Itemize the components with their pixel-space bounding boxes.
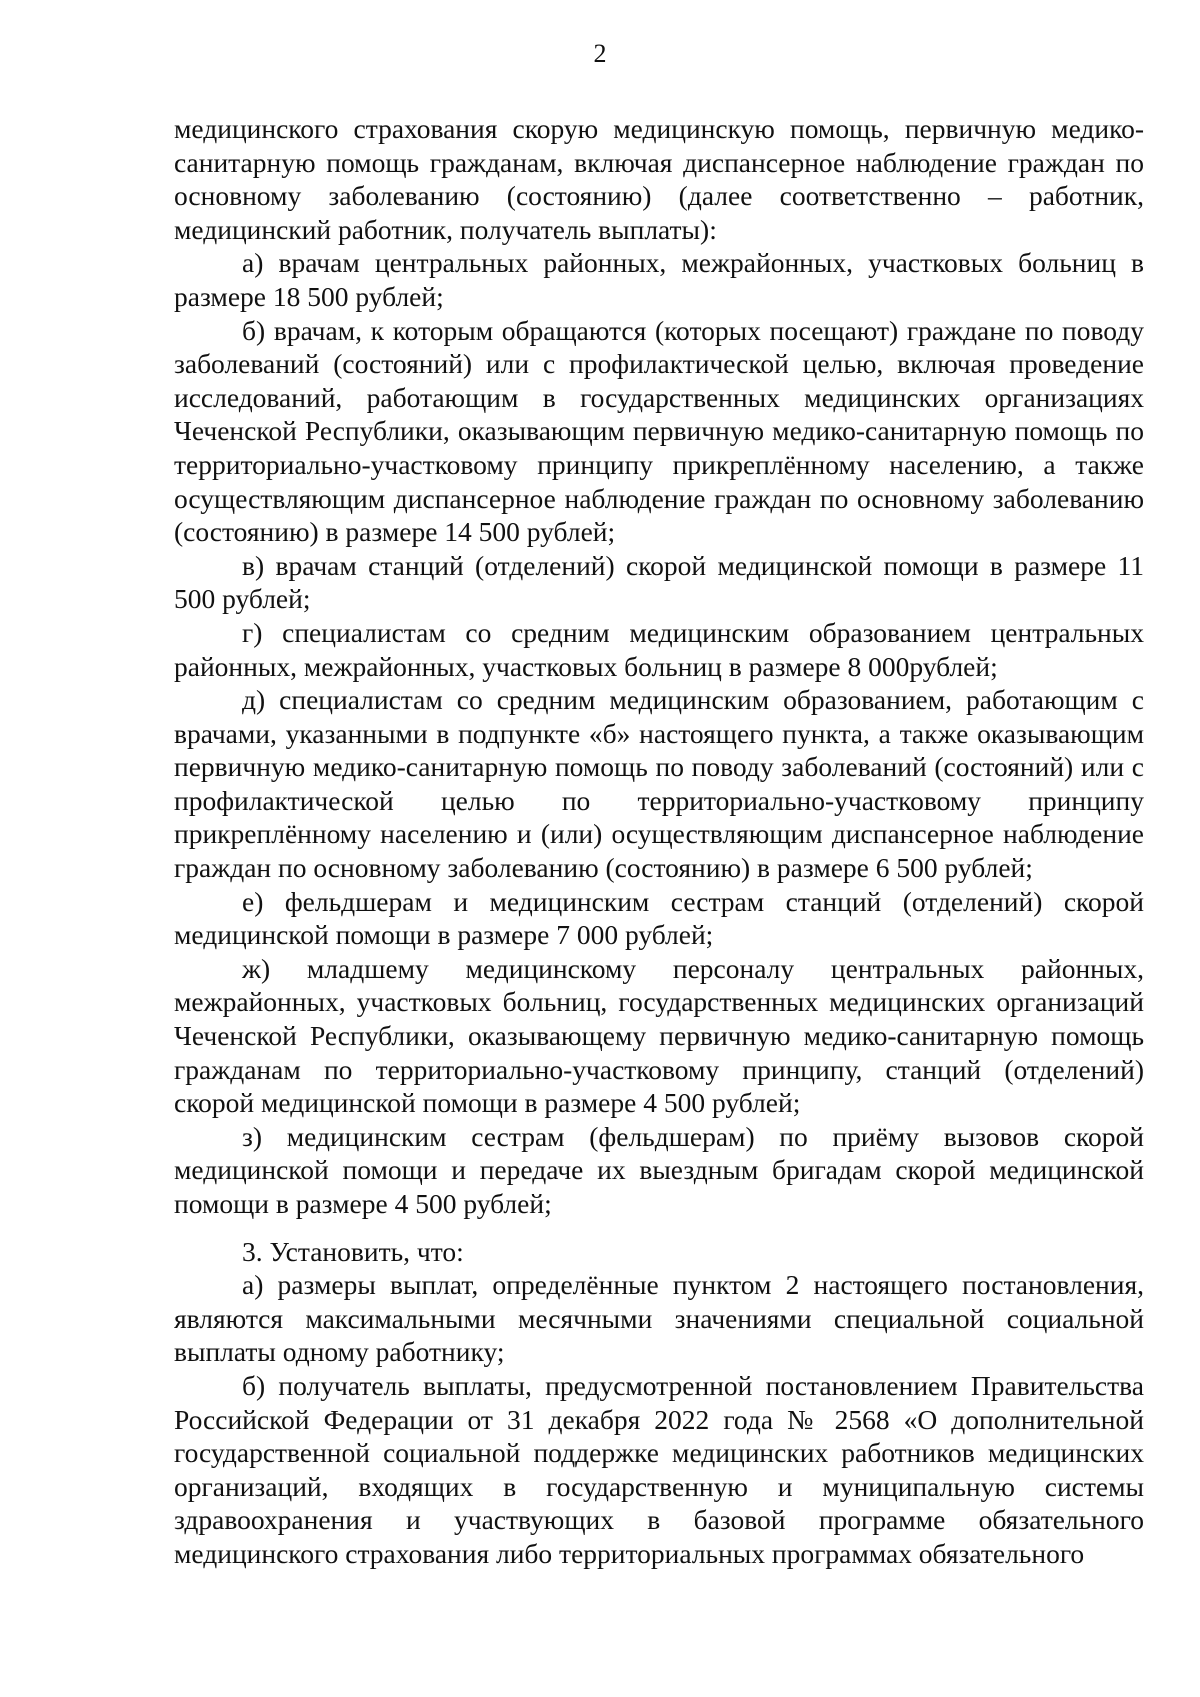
- paragraph-item-a: а) врачам центральных районных, межрайонных, участковых больниц в размере 18 500 рублей;: [174, 247, 1144, 312]
- paragraph-intro-continuation: медицинского страхования скорую медицинскую помощь, первичную медико-санитарную помощь гражданам, включая диспансерное наблюдение граждан по основному заболеванию (состоянию) (далее соответственно – работник, медицинский работник, получатель выплаты):: [174, 113, 1144, 245]
- paragraph-section-3-heading: 3. Установить, что:: [242, 1235, 464, 1267]
- paragraph-item-b: б) врачам, к которым обращаются (которых посещают) граждане по поводу заболеваний (состояний) или с профилактической целью, включая проведение исследований, работающим в государственных медицинских организациях Чеченской Республики, оказывающим первичную медико-санитарную помощь по территориально-участковому принципу прикреплённому населению, а также осуществляющим диспансерное наблюдение граждан по основному заболеванию (состоянию) в размере 14 500 рублей;: [174, 314, 1144, 548]
- page-number: 2: [593, 39, 607, 68]
- paragraph-item-v: в) врачам станций (отделений) скорой медицинской помощи в размере 11 500 рублей;: [174, 549, 1144, 615]
- paragraph-item-zh: ж) младшему медицинскому персоналу центральных районных, межрайонных, участковых больниц, государственных медицинских организаций Чеченской Республики, оказывающему первичную медико-санитарную помощь гражданам по территориально-участковому принципу, станций (отделений) скорой медицинской помощи в размере 4 500 рублей;: [174, 952, 1144, 1119]
- paragraph-item-z: з) медицинским сестрам (фельдшерам) по приёму вызовов скорой медицинской помощи и передаче их выездным бригадам скорой медицинской помощи в размере 4 500 рублей;: [174, 1120, 1144, 1219]
- paragraph-item-g: г) специалистам со средним медицинским образованием центральных районных, межрайонных, участковых больниц в размере 8 000рублей;: [174, 616, 1144, 682]
- paragraph-section-3-item-b: б) получатель выплаты, предусмотренной постановлением Правительства Российской Федерации от 31 декабря 2022 года № 2568 «О дополнительной государственной социальной поддержке медицинских работников медицинских организаций, входящих в государственную и муниципальную системы здравоохранения и участвующих в базовой программе обязательного медицинского страхования либо территориальных программах обязательного: [174, 1369, 1144, 1569]
- paragraph-section-3-item-a: а) размеры выплат, определённые пунктом 2 настоящего постановления, являются максимальными месячными значениями специальной социальной выплаты одному работнику;: [174, 1269, 1144, 1368]
- paragraph-item-d: д) специалистам со средним медицинским образованием, работающим с врачами, указанными в подпункте «б» настоящего пункта, а также оказывающим первичную медико-санитарную помощь по поводу заболеваний (состояний) или с профилактической целью по территориально-участковому принципу прикреплённому населению и (или) осуществляющим диспансерное наблюдение граждан по основному заболеванию (состоянию) в размере 6 500 рублей;: [174, 684, 1144, 884]
- paragraph-item-e: е) фельдшерам и медицинским сестрам станций (отделений) скорой медицинской помощи в размере 7 000 рублей;: [174, 885, 1144, 951]
- document-body: [174, 112, 1144, 1571]
